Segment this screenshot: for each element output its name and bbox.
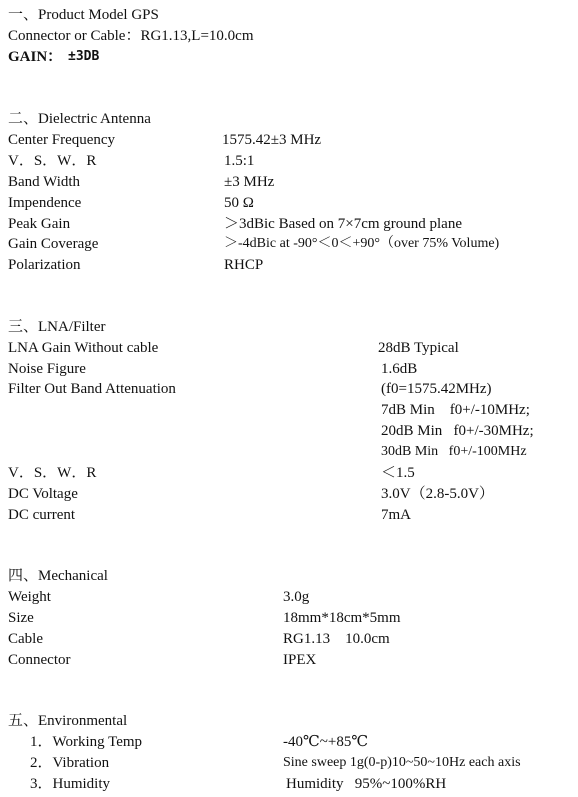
spec-label: Noise Figure (8, 361, 86, 377)
section3-heading: 三、LNA/Filter (8, 319, 106, 335)
section1-heading: 一、Product Model GPS (8, 7, 159, 23)
spec-value: 3.0V（2.8-5.0V） (381, 486, 494, 502)
gain-label: GAIN： (8, 49, 63, 65)
spec-label: V．S．W．R (8, 153, 97, 169)
spec-label: Gain Coverage (8, 236, 99, 252)
spec-value: ＞-4dBic at -90°＜0＜+90°（over 75% Volume) (224, 236, 500, 251)
section5-heading: 五、Environmental (8, 713, 128, 729)
section2-heading: 二、Dielectric Antenna (8, 111, 151, 127)
spec-label: Center Frequency (8, 132, 116, 148)
spec-label: Polarization (8, 257, 81, 273)
spec-label: DC current (8, 507, 76, 523)
spec-label: 3．Humidity (30, 776, 111, 792)
spec-value: ＜1.5 (381, 465, 415, 481)
spec-value: -40℃~+85℃ (283, 734, 369, 750)
spec-label: 2．Vibration (30, 755, 110, 771)
spec-value: 1.6dB (381, 361, 418, 377)
spec-value: Humidity 95%~100%RH (286, 776, 447, 792)
spec-value: ±3 MHz (224, 174, 275, 190)
spec-value: RHCP (224, 257, 264, 273)
section4-heading: 四、Mechanical (8, 568, 108, 584)
spec-value: 7dB Min f0+/-10MHz; (381, 402, 530, 418)
spec-label: Impendence (8, 195, 82, 211)
spec-value: 1.5:1 (224, 153, 255, 169)
spec-value: 20dB Min f0+/-30MHz; (381, 423, 534, 439)
spec-value: 30dB Min f0+/-100MHz (381, 444, 527, 459)
spec-label: Weight (8, 589, 51, 605)
spec-value: 28dB Typical (378, 340, 459, 356)
spec-label: Peak Gain (8, 216, 71, 232)
spec-label: Filter Out Band Attenuation (8, 381, 176, 397)
spec-label: Band Width (8, 174, 81, 190)
spec-value: ＞3dBic Based on 7×7cm ground plane (224, 216, 463, 232)
spec-value: 7mA (381, 507, 411, 523)
connector-line: Connector or Cable：RG1.13,L=10.0cm (8, 28, 254, 44)
spec-value: 1575.42±3 MHz (222, 132, 322, 148)
spec-label: V．S．W．R (8, 465, 97, 481)
spec-label: DC Voltage (8, 486, 78, 502)
spec-label: Connector (8, 652, 71, 668)
spec-value: IPEX (283, 652, 317, 668)
gain-value: ±3DB (68, 49, 100, 64)
spec-label: Size (8, 610, 34, 626)
spec-label: LNA Gain Without cable (8, 340, 159, 356)
spec-label: 1．Working Temp (30, 734, 143, 750)
spec-value: RG1.13 10.0cm (283, 631, 390, 647)
spec-value: Sine sweep 1g(0-p)10~50~10Hz each axis (283, 755, 521, 770)
spec-value: (f0=1575.42MHz) (381, 381, 492, 397)
spec-value: 50 Ω (224, 195, 254, 211)
spec-value: 3.0g (283, 589, 310, 605)
spec-value: 18mm*18cm*5mm (283, 610, 401, 626)
spec-label: Cable (8, 631, 43, 647)
